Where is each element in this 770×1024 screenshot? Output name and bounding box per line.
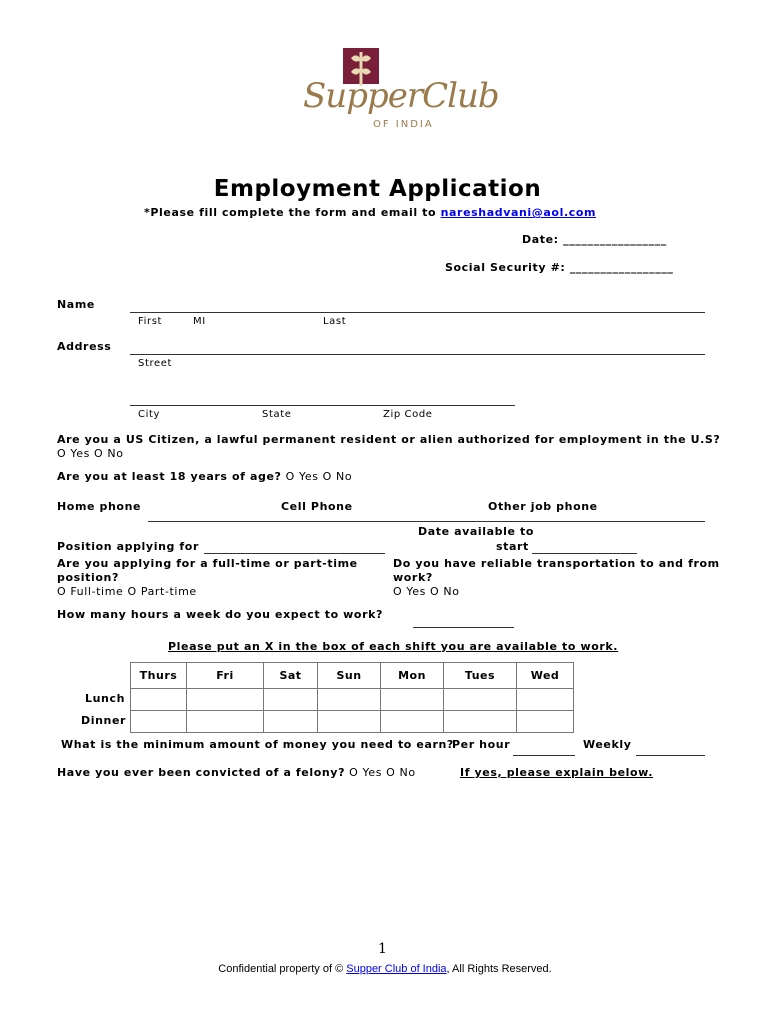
shift-checkbox[interactable]	[444, 689, 517, 711]
footer-text: Confidential property of ©	[218, 963, 344, 975]
city-caption: City	[138, 409, 160, 420]
instructions	[144, 206, 596, 219]
per-hour-label: Per hour	[452, 738, 511, 751]
per-hour-input-line[interactable]	[513, 755, 575, 756]
shift-checkbox[interactable]	[381, 689, 444, 711]
last-name-caption: Last	[323, 316, 347, 327]
date-available-label: Date available to	[418, 525, 535, 538]
dinner-label: Dinner	[81, 714, 127, 727]
name-label: Name	[57, 298, 95, 311]
day-header: Fri	[187, 663, 264, 689]
page-number: 1	[378, 941, 387, 957]
instructions-text: *Please fill complete the form and email to	[144, 206, 437, 219]
felony-explain: If yes, please explain below.	[460, 766, 654, 779]
home-phone-label: Home phone	[57, 500, 142, 513]
shift-checkbox[interactable]	[444, 711, 517, 733]
lunch-label: Lunch	[85, 692, 126, 705]
shift-table	[130, 662, 574, 733]
shift-checkbox[interactable]	[264, 689, 318, 711]
felony-row	[57, 766, 416, 779]
zip-caption: Zip Code	[383, 409, 433, 420]
date-field[interactable]: Date: _________________	[522, 233, 667, 246]
ssn-field[interactable]: Social Security #: _________________	[445, 261, 674, 274]
fulltime-options[interactable]: O Full-time O Part-time	[57, 585, 197, 598]
logo-wordmark: SupperClub	[303, 76, 499, 116]
transport-question: Do you have reliable transportation to and from	[393, 557, 720, 570]
email-link[interactable]: nareshadvani@aol.com	[440, 206, 597, 219]
day-header: Tues	[444, 663, 517, 689]
felony-question: Have you ever been convicted of a felony?	[57, 766, 346, 779]
hours-input-line[interactable]	[413, 627, 514, 628]
age-options[interactable]: O Yes O No	[285, 470, 353, 483]
date-available-label-2: start	[496, 540, 529, 553]
footer-link[interactable]: Supper Club of India	[346, 963, 447, 975]
shift-checkbox[interactable]	[517, 689, 574, 711]
day-header: Mon	[381, 663, 444, 689]
money-question: What is the minimum amount of money you need to earn?	[61, 738, 454, 751]
shift-checkbox[interactable]	[517, 711, 574, 733]
transport-options[interactable]: O Yes O No	[393, 585, 460, 598]
logo	[295, 40, 499, 135]
lunch-row	[131, 689, 574, 711]
mi-caption: MI	[193, 316, 206, 327]
hours-question: How many hours a week do you expect to work?	[57, 608, 384, 621]
weekly-label: Weekly	[583, 738, 632, 751]
age-row	[57, 470, 352, 483]
street-caption: Street	[138, 358, 172, 369]
state-caption: State	[262, 409, 292, 420]
address-label: Address	[57, 340, 112, 353]
shift-checkbox[interactable]	[264, 711, 318, 733]
shift-checkbox[interactable]	[318, 711, 381, 733]
dinner-row	[131, 711, 574, 733]
street-input-line[interactable]	[130, 354, 705, 355]
other-phone-label: Other job phone	[488, 500, 598, 513]
shift-checkbox[interactable]	[131, 711, 187, 733]
footer-text-end: , All Rights Reserved.	[446, 963, 552, 975]
felony-options[interactable]: O Yes O No	[349, 766, 416, 779]
shift-checkbox[interactable]	[318, 689, 381, 711]
shift-checkbox[interactable]	[381, 711, 444, 733]
name-input-line[interactable]	[130, 312, 705, 313]
phones-input-line[interactable]	[148, 521, 705, 522]
day-header: Sun	[318, 663, 381, 689]
position-label: Position applying for	[57, 540, 199, 553]
day-header: Sat	[264, 663, 318, 689]
fulltime-question-2: position?	[57, 571, 119, 584]
shift-header-row	[131, 663, 574, 689]
shift-instruction: Please put an X in the box of each shift you are available to work.	[168, 640, 619, 653]
shift-checkbox[interactable]	[187, 711, 264, 733]
footer	[0, 963, 770, 975]
citizen-options[interactable]: O Yes O No	[57, 447, 124, 460]
logo-subtitle: OF INDIA	[373, 119, 434, 130]
age-question: Are you at least 18 years of age?	[57, 470, 282, 483]
page-title: Employment Application	[213, 176, 542, 202]
transport-question-2: work?	[393, 571, 433, 584]
citizen-question: Are you a US Citizen, a lawful permanent resident or alien authorized for employment in the U.S?	[57, 433, 721, 446]
fulltime-question: Are you applying for a full-time or part-time	[57, 557, 358, 570]
position-input-line[interactable]	[204, 553, 385, 554]
first-name-caption: First	[138, 316, 163, 327]
shift-checkbox[interactable]	[131, 689, 187, 711]
weekly-input-line[interactable]	[636, 755, 705, 756]
shift-checkbox[interactable]	[187, 689, 264, 711]
day-header: Wed	[517, 663, 574, 689]
day-header: Thurs	[131, 663, 187, 689]
cell-phone-label: Cell Phone	[281, 500, 353, 513]
city-state-zip-input-line[interactable]	[130, 405, 515, 406]
date-available-input-line[interactable]	[532, 553, 637, 554]
